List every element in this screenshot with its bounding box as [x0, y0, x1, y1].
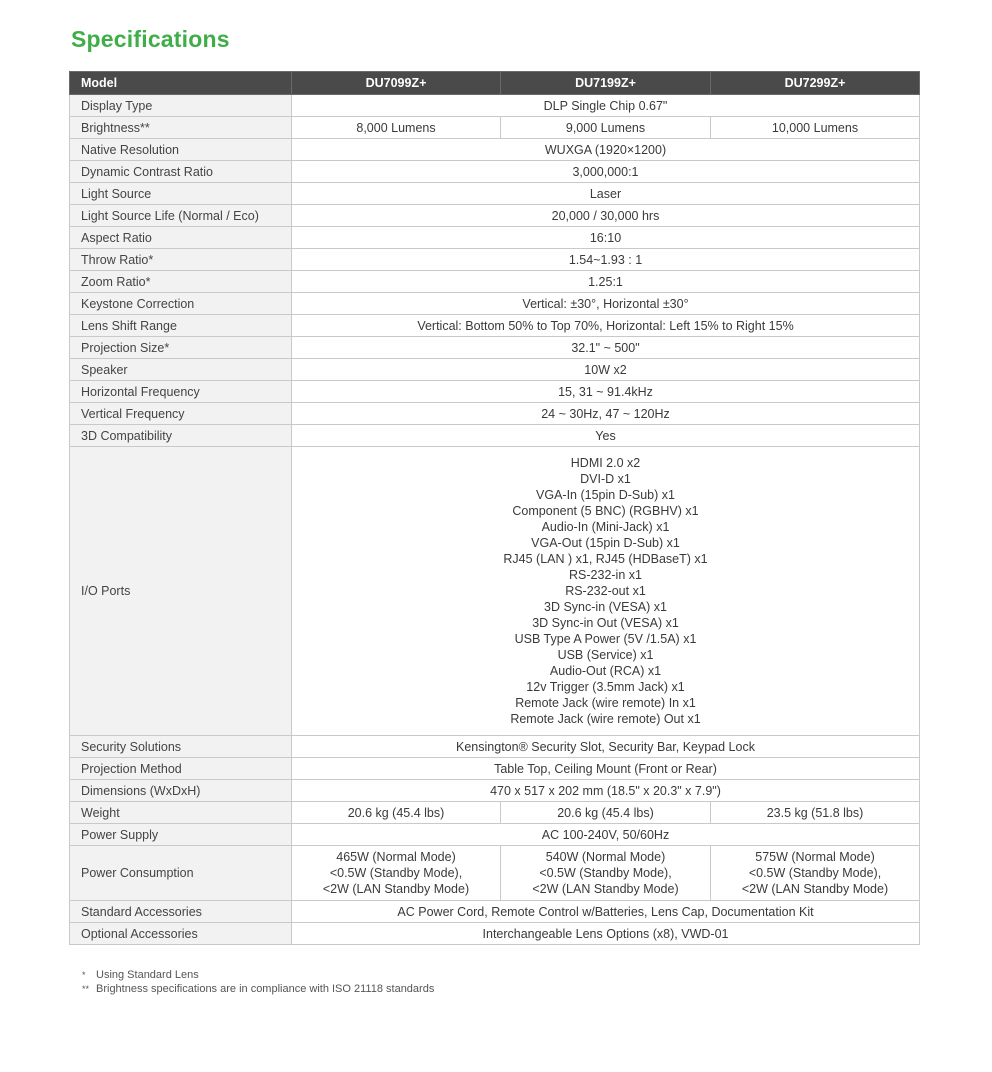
table-row [70, 359, 920, 381]
row-label-projection-size: Projection Size* [70, 337, 292, 359]
io-port-line: 3D Sync-in Out (VESA) x1 [532, 616, 679, 630]
power-standby: <0.5W (Standby Mode), [329, 866, 463, 880]
power-consumption-du7099z [292, 846, 501, 901]
table-row [70, 271, 920, 293]
table-row [70, 901, 920, 923]
footnotes [82, 968, 434, 996]
row-value-display-type: DLP Single Chip 0.67" [292, 95, 920, 117]
page-title: Specifications [71, 26, 230, 52]
row-label-io-ports: I/O Ports [70, 447, 292, 736]
row-label-brightness: Brightness** [70, 117, 292, 139]
power-normal: 575W (Normal Mode) [755, 850, 875, 864]
row-value-3d: Yes [292, 425, 920, 447]
table-row [70, 447, 920, 736]
row-value-contrast: 3,000,000:1 [292, 161, 920, 183]
table-row [70, 337, 920, 359]
row-value-native-resolution: WUXGA (1920×1200) [292, 139, 920, 161]
brightness-du7199z: 9,000 Lumens [501, 117, 711, 139]
power-lan-standby: <2W (LAN Standby Mode) [741, 882, 889, 896]
io-port-line: 12v Trigger (3.5mm Jack) x1 [526, 680, 685, 694]
io-port-line: RJ45 (LAN ) x1, RJ45 (HDBaseT) x1 [503, 552, 708, 566]
footnote-text: Brightness specifications are in compliance with ISO 21118 standards [96, 983, 435, 995]
row-label-keystone: Keystone Correction [70, 293, 292, 315]
row-label-power-supply: Power Supply [70, 824, 292, 846]
footnote-mark: * [82, 970, 86, 980]
specifications-table [69, 71, 920, 945]
table-row [70, 736, 920, 758]
footnote-standard-lens [82, 968, 434, 982]
row-value-throw: 1.54~1.93 : 1 [292, 249, 920, 271]
table-row [70, 846, 920, 901]
io-port-line: USB Type A Power (5V /1.5A) x1 [514, 632, 697, 646]
io-port-line: Remote Jack (wire remote) In x1 [515, 696, 696, 710]
row-value-opt-accessories: Interchangeable Lens Options (x8), VWD-01 [292, 923, 920, 945]
io-port-line: VGA-In (15pin D-Sub) x1 [536, 488, 675, 502]
row-label-throw: Throw Ratio* [70, 249, 292, 271]
table-row [70, 923, 920, 945]
io-port-line: Remote Jack (wire remote) Out x1 [510, 712, 701, 726]
row-value-dimensions: 470 x 517 x 202 mm (18.5" x 20.3" x 7.9") [292, 780, 920, 802]
io-port-line: HDMI 2.0 x2 [570, 456, 641, 470]
row-label-v-freq: Vertical Frequency [70, 403, 292, 425]
io-port-line: Component (5 BNC) (RGBHV) x1 [512, 504, 699, 518]
row-value-light-source: Laser [292, 183, 920, 205]
row-label-lens-shift: Lens Shift Range [70, 315, 292, 337]
header-model: Model [70, 72, 292, 95]
brightness-du7299z: 10,000 Lumens [711, 117, 920, 139]
table-row [70, 183, 920, 205]
power-normal: 540W (Normal Mode) [545, 850, 666, 864]
table-row [70, 117, 920, 139]
table-header-row [70, 72, 920, 95]
table-row [70, 161, 920, 183]
row-label-weight: Weight [70, 802, 292, 824]
row-label-dimensions: Dimensions (WxDxH) [70, 780, 292, 802]
row-value-std-accessories: AC Power Cord, Remote Control w/Batteries, Lens Cap, Documentation Kit [292, 901, 920, 923]
row-label-native-resolution: Native Resolution [70, 139, 292, 161]
row-label-std-accessories: Standard Accessories [70, 901, 292, 923]
table-row [70, 227, 920, 249]
table-row [70, 293, 920, 315]
table-row [70, 381, 920, 403]
row-value-h-freq: 15, 31 ~ 91.4kHz [292, 381, 920, 403]
io-port-line: 3D Sync-in (VESA) x1 [544, 600, 667, 614]
table-row [70, 315, 920, 337]
power-lan-standby: <2W (LAN Standby Mode) [532, 882, 679, 896]
power-standby: <0.5W (Standby Mode), [748, 866, 882, 880]
row-label-power-consumption: Power Consumption [70, 846, 292, 901]
footnote-mark: ** [82, 984, 90, 994]
table-row [70, 249, 920, 271]
row-value-light-life: 20,000 / 30,000 hrs [292, 205, 920, 227]
row-value-zoom: 1.25:1 [292, 271, 920, 293]
row-label-display-type: Display Type [70, 95, 292, 117]
row-value-aspect: 16:10 [292, 227, 920, 249]
row-label-3d: 3D Compatibility [70, 425, 292, 447]
power-consumption-du7299z [711, 846, 920, 901]
weight-du7199z: 20.6 kg (45.4 lbs) [501, 802, 711, 824]
power-lan-standby: <2W (LAN Standby Mode) [322, 882, 470, 896]
row-value-speaker: 10W x2 [292, 359, 920, 381]
io-port-line: RS-232-out x1 [565, 584, 646, 598]
table-row [70, 425, 920, 447]
table-row [70, 139, 920, 161]
row-label-aspect: Aspect Ratio [70, 227, 292, 249]
table-row [70, 802, 920, 824]
row-label-projection-method: Projection Method [70, 758, 292, 780]
header-du7099z: DU7099Z+ [292, 72, 501, 95]
header-du7199z: DU7199Z+ [501, 72, 711, 95]
row-value-v-freq: 24 ~ 30Hz, 47 ~ 120Hz [292, 403, 920, 425]
io-port-line: DVI-D x1 [580, 472, 631, 486]
row-value-io-ports [292, 447, 920, 736]
table-row [70, 824, 920, 846]
table-row [70, 205, 920, 227]
power-normal: 465W (Normal Mode) [336, 850, 456, 864]
row-label-light-life: Light Source Life (Normal / Eco) [70, 205, 292, 227]
weight-du7299z: 23.5 kg (51.8 lbs) [711, 802, 920, 824]
power-standby: <0.5W (Standby Mode), [539, 866, 672, 880]
brightness-du7099z: 8,000 Lumens [292, 117, 501, 139]
row-label-opt-accessories: Optional Accessories [70, 923, 292, 945]
io-port-line: Audio-Out (RCA) x1 [549, 664, 662, 678]
row-value-lens-shift: Vertical: Bottom 50% to Top 70%, Horizontal: Left 15% to Right 15% [292, 315, 920, 337]
row-label-zoom: Zoom Ratio* [70, 271, 292, 293]
io-port-line: Audio-In (Mini-Jack) x1 [541, 520, 670, 534]
io-port-line: USB (Service) x1 [557, 648, 654, 662]
row-label-h-freq: Horizontal Frequency [70, 381, 292, 403]
row-value-projection-method: Table Top, Ceiling Mount (Front or Rear) [292, 758, 920, 780]
io-port-line: RS-232-in x1 [569, 568, 642, 582]
header-du7299z: DU7299Z+ [711, 72, 920, 95]
footnote-text: Using Standard Lens [96, 969, 199, 981]
table-row [70, 95, 920, 117]
row-value-keystone: Vertical: ±30°, Horizontal ±30° [292, 293, 920, 315]
row-label-speaker: Speaker [70, 359, 292, 381]
row-label-light-source: Light Source [70, 183, 292, 205]
weight-du7099z: 20.6 kg (45.4 lbs) [292, 802, 501, 824]
row-label-security: Security Solutions [70, 736, 292, 758]
row-label-contrast: Dynamic Contrast Ratio [70, 161, 292, 183]
table-row [70, 780, 920, 802]
table-row [70, 403, 920, 425]
row-value-security: Kensington® Security Slot, Security Bar, Keypad Lock [292, 736, 920, 758]
table-row [70, 758, 920, 780]
power-consumption-du7199z [501, 846, 711, 901]
footnote-brightness [82, 982, 434, 996]
row-value-power-supply: AC 100-240V, 50/60Hz [292, 824, 920, 846]
io-port-line: VGA-Out (15pin D-Sub) x1 [531, 536, 680, 550]
row-value-projection-size: 32.1" ~ 500" [292, 337, 920, 359]
